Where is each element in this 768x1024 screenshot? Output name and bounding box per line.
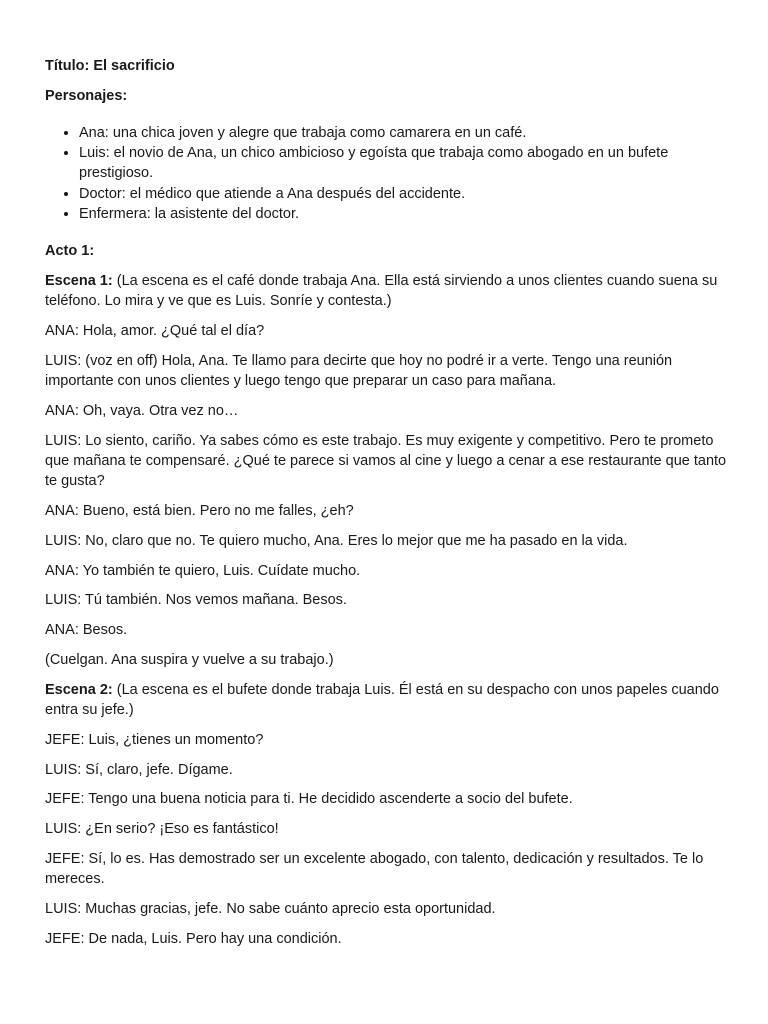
dialogue-line: ANA: Besos. [45,622,128,639]
character-item: • Ana: una chica joven y alegre que trabaja como camarera en un café. [79,123,735,143]
character-item: • Luis: el novio de Ana, un chico ambicioso y egoísta que trabaja como abogado en un bufete prestigioso. [79,143,735,183]
document-title: Título: El sacrificio [45,58,175,74]
act-heading: Acto 1: [45,243,95,260]
scene-2-label: Escena 2: [45,681,113,698]
scene-2-description: (La escena es el bufete donde trabaja Luis. Él está en su despacho con unos papeles cuando entra su jefe.) [45,681,719,718]
dialogue-line: LUIS: Muchas gracias, jefe. No sabe cuánto aprecio esta oportunidad. [45,900,496,917]
dialogue-line: JEFE: Tengo una buena noticia para ti. He decidido ascenderte a socio del bufete. [45,791,573,808]
scene-1-label: Escena 1: [45,273,113,290]
characters-heading: Personajes: [45,87,128,104]
characters-list [45,123,735,224]
dialogue-line: LUIS: (voz en off) Hola, Ana. Te llamo para decirte que hoy no podré ir a verte. Tengo una reunión importante con unos clientes y luego tengo que preparar un caso para mañana. [45,353,673,390]
scene-2-paragraph [45,680,735,720]
stage-direction: (Cuelgan. Ana suspira y vuelve a su trabajo.) [45,652,334,668]
character-item: • Enfermera: la asistente del doctor. [79,204,735,224]
dialogue-line: ANA: Hola, amor. ¿Qué tal el día? [45,323,265,340]
dialogue-line: ANA: Oh, vaya. Otra vez no… [45,403,239,420]
dialogue-line: JEFE: Luis, ¿tienes un momento? [45,731,264,748]
dialogue-line: LUIS: No, claro que no. Te quiero mucho, Ana. Eres lo mejor que me ha pasado en la vida. [45,532,628,549]
dialogue-line: JEFE: De nada, Luis. Pero hay una condición. [45,930,342,947]
character-item: • Doctor: el médico que atiende a Ana después del accidente. [79,184,735,204]
dialogue-line: LUIS: Sí, claro, jefe. Dígame. [45,761,233,778]
dialogue-line: LUIS: Lo siento, cariño. Ya sabes cómo es este trabajo. Es muy exigente y competitivo. Pero te prometo que mañana te compensaré. ¿Qué te parece si vamos al cine y luego a cenar a ese restaurante que tanto te gusta? [45,432,727,490]
scene-1-paragraph [45,271,735,311]
dialogue-line: ANA: Bueno, está bien. Pero no me falles, ¿eh? [45,503,354,520]
dialogue-line: ANA: Yo también te quiero, Luis. Cuídate mucho. [45,562,361,579]
scene-1-description: (La escena es el café donde trabaja Ana. Ella está sirviendo a unos clientes cuando suena su teléfono. Lo mira y ve que es Luis. Sonríe y contesta.) [45,273,718,310]
dialogue-line: LUIS: Tú también. Nos vemos mañana. Besos. [45,592,347,609]
document-page [45,56,735,959]
dialogue-line: LUIS: ¿En serio? ¡Eso es fantástico! [45,821,279,838]
dialogue-line: JEFE: Sí, lo es. Has demostrado ser un excelente abogado, con talento, dedicación y resultados. Te lo mereces. [45,850,704,888]
